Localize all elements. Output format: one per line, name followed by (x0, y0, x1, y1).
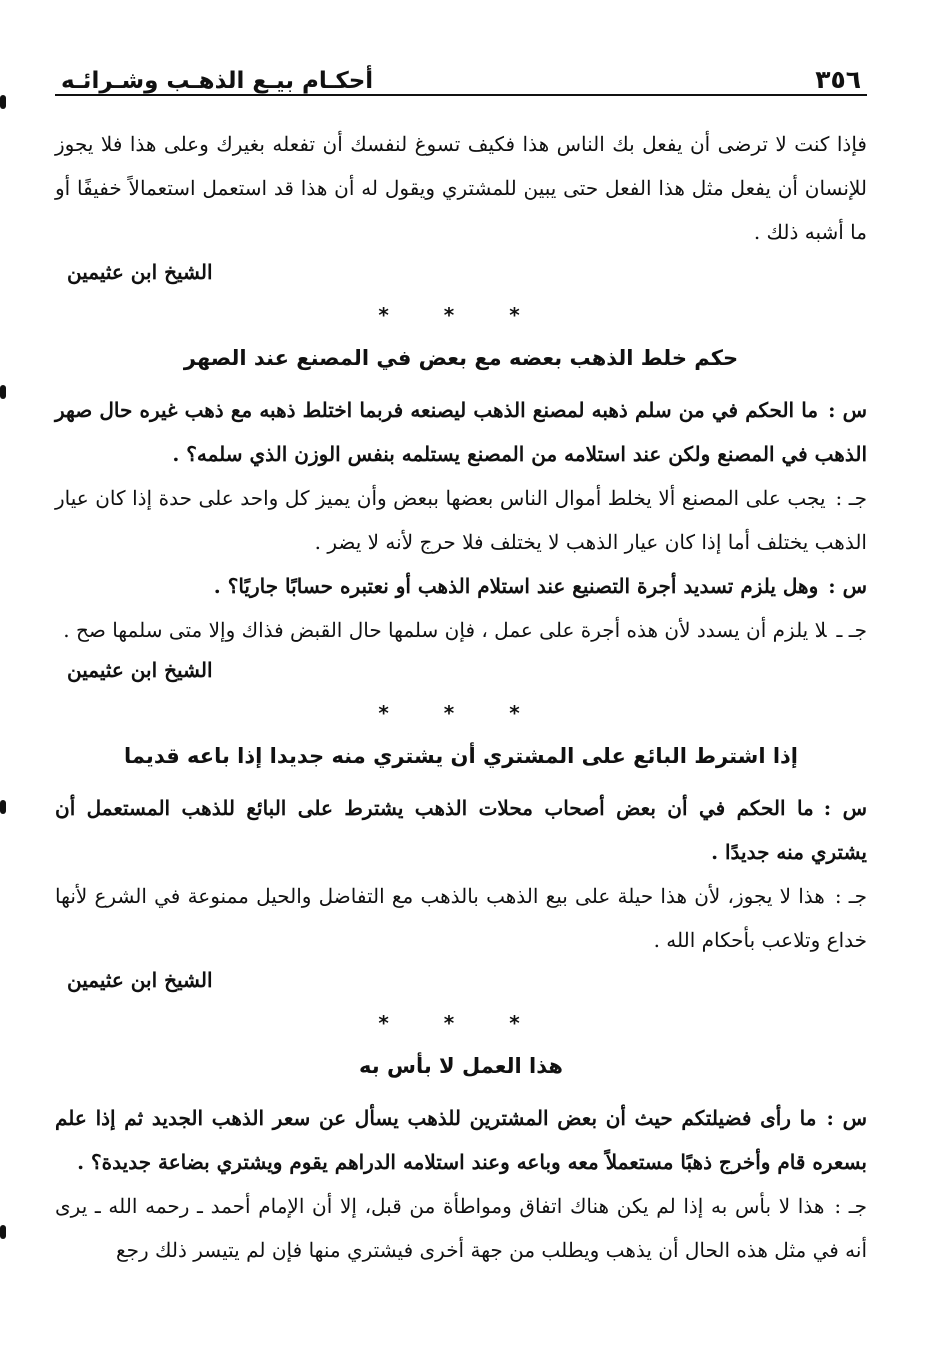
section-separator: * * * (378, 303, 544, 327)
answer-marker: جـ : (834, 884, 867, 908)
question-paragraph (55, 564, 867, 608)
margin-mark (0, 1225, 6, 1239)
question-paragraph (55, 388, 867, 476)
answer-text: هذا لا بأس به إذا لم يكن هناك اتفاق ومواطأة من قبل، إلا أن الإمام أحمد ـ رحمه الله ـ يرى أنه في مثل هذه الحال أن يذهب ويطلب من جهة أخرى فيشتري منها فإن لم يتيسر ذلك رجع (55, 1194, 867, 1262)
source-attribution: الشيخ ابن عثيمين (67, 658, 213, 682)
answer-text: يجب على المصنع ألا يخلط أموال الناس بعضها ببعض وأن يميز كل واحد على حدة إذا كان عيار الذهب يختلف أما إذا كان عيار الذهب لا يختلف فلا حرج لأنه لا يضر . (55, 486, 867, 554)
margin-mark (0, 95, 6, 109)
question-text: ما الحكم في من سلم ذهبه لمصنع الذهب ليصنعه فربما اختلط ذهبه مع ذهب غيره حال صهر الذهب في المصنع ولكن عند استلامه من المصنع يستلمه بنفس الوزن الذي سلمه؟ . (55, 398, 867, 466)
answer-text: لا يلزم أن يسدد لأن هذه أجرة على عمل ، فإن سلمها حال القبض فذاك وإلا متى سلمها صح . (63, 618, 827, 642)
question-marker: س : (828, 574, 867, 598)
margin-mark (0, 800, 6, 814)
question-text: ما رأى فضيلتكم حيث أن بعض المشترين للذهب يسأل عن سعر الذهب الجديد ثم إذا علم بسعره قام وأخرج ذهبًا مستعملاً معه وباعه وعند استلامه الدراهم يقوم ويشتري بضاعة جديدة؟ . (55, 1106, 867, 1174)
question-text: وهل يلزم تسديد أجرة التصنيع عند استلام الذهب أو نعتبره حسابًا جاريًا؟ . (213, 574, 819, 598)
section-heading: إذا اشترط البائع على المشتري أن يشتري منه جديدا إذا باعه قديما (123, 744, 799, 768)
margin-mark (0, 385, 6, 399)
page-number: ٣٥٦ (815, 65, 861, 94)
question-paragraph (55, 1096, 867, 1184)
section-separator: * * * (378, 1011, 544, 1035)
answer-text: هذا لا يجوز، لأن هذا حيلة على بيع الذهب بالذهب مع التفاضل والحيل ممنوعة في الشرع لأنها خداع وتلاعب بأحكام الله . (55, 884, 867, 952)
running-header (55, 50, 867, 96)
running-title: أحكـام بيـع الذهـب وشـرائـه (61, 68, 374, 94)
question-marker: س : (823, 796, 867, 820)
source-attribution: الشيخ ابن عثيمين (67, 968, 213, 992)
question-marker: س : (828, 398, 867, 422)
section-heading: هذا العمل لا بأس به (359, 1054, 563, 1078)
section-separator: * * * (378, 701, 544, 725)
answer-paragraph (55, 608, 867, 652)
question-paragraph (55, 786, 867, 874)
answer-marker: جـ : (834, 1194, 867, 1218)
answer-paragraph (55, 476, 867, 564)
answer-paragraph (55, 1184, 867, 1272)
source-attribution: الشيخ ابن عثيمين (67, 260, 213, 284)
answer-marker: جـ ـ (836, 618, 867, 642)
question-text: ما الحكم في أن بعض أصحاب محلات الذهب يشترط على البائع للذهب المستعمل أن يشتري منه جديدًا . (55, 796, 867, 864)
book-page (55, 50, 867, 1272)
section-heading: حكم خلط الذهب بعضه مع بعض في المصنع عند الصهر (183, 346, 739, 370)
answer-paragraph (55, 874, 867, 962)
question-marker: س : (826, 1106, 867, 1130)
answer-marker: جـ : (835, 486, 868, 510)
intro-paragraph: فإذا كنت لا ترضى أن يفعل بك الناس هذا فكيف تسوغ لنفسك أن تفعله بغيرك وعلى هذا فلا يجوز للإنسان أن يفعل مثل هذا الفعل حتى يبين للمشتري ويقول له أن هذا قد استعمل استعمالاً خفيفًا أو ما أشبه ذلك . (55, 132, 867, 244)
